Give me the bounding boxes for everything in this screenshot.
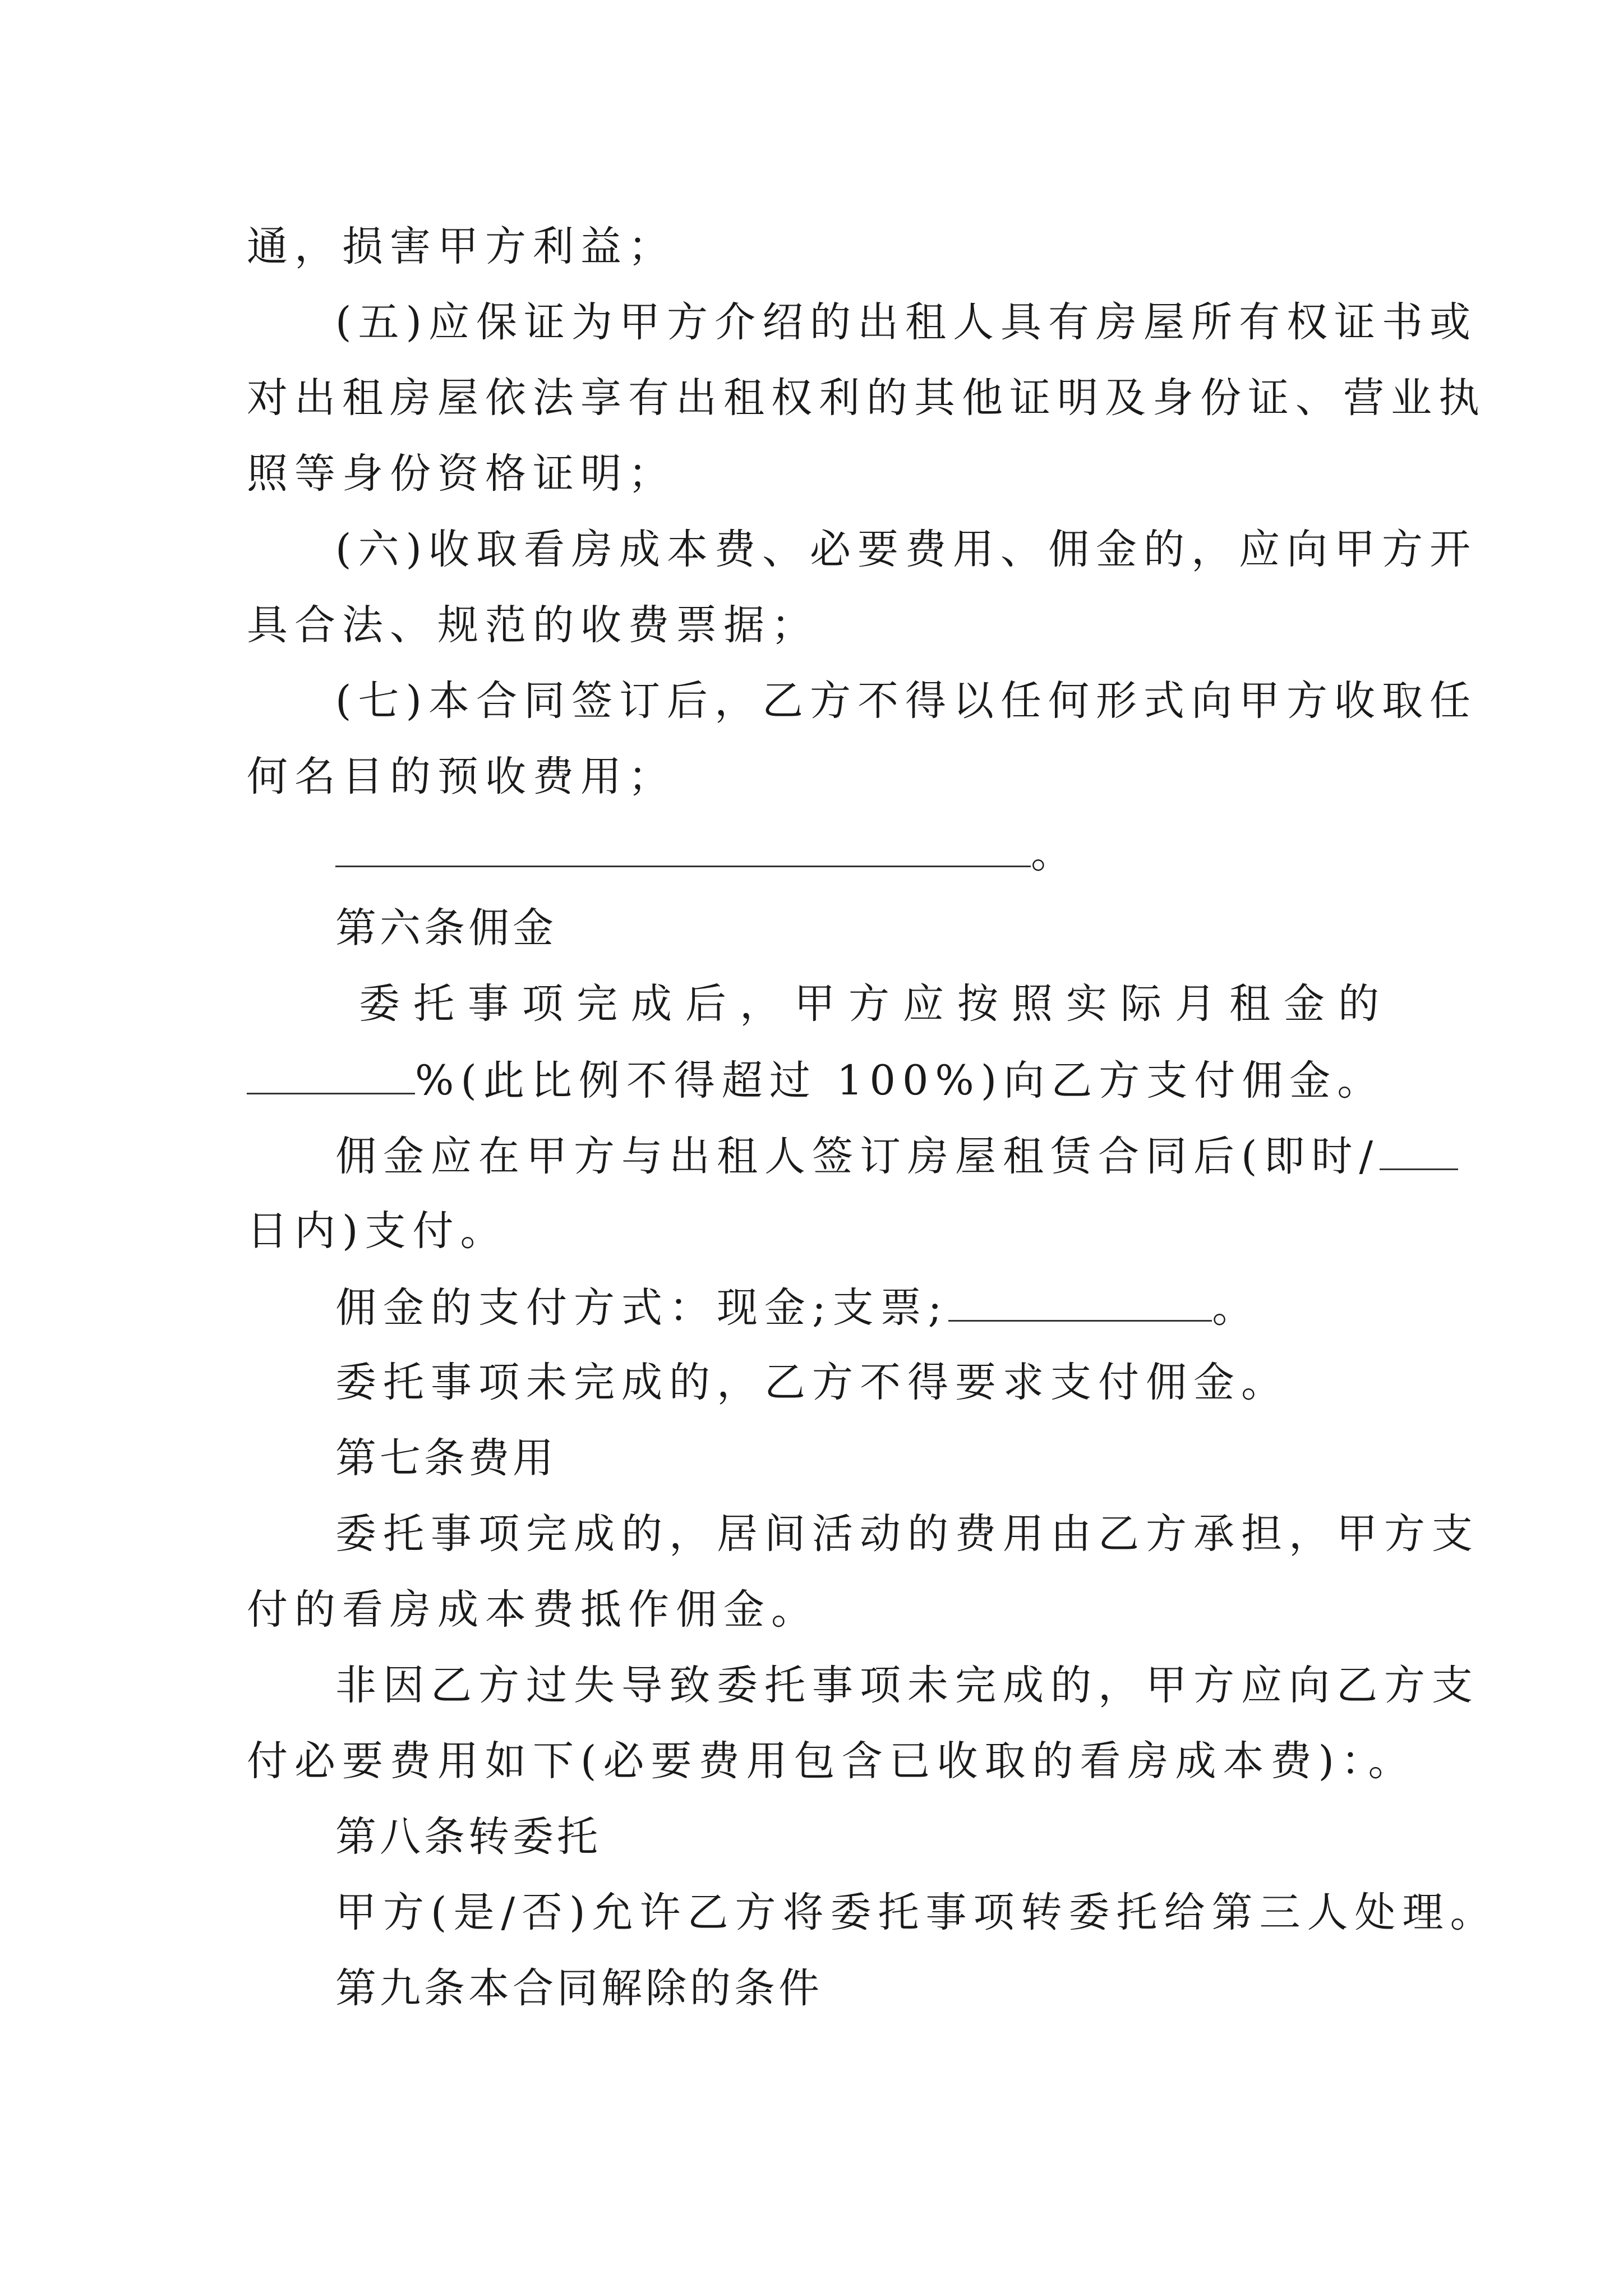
blank-underline[interactable] — [335, 832, 1031, 867]
clause-5-line-3: 照等身份资格证明； — [247, 450, 676, 498]
article-7-heading: 第七条费用 — [335, 1434, 557, 1482]
payment-timing-text: 佣金应在甲方与出租人签订房屋租赁合同后(即时/ — [335, 1133, 1380, 1180]
percent-blank[interactable] — [247, 1059, 415, 1094]
days-blank[interactable] — [1380, 1135, 1458, 1170]
article-7-para-2-line-2: 付必要费用如下(必要费用包含已收取的看房成本费)：。 — [247, 1737, 1416, 1785]
fill-in-line — [335, 830, 1078, 877]
payment-method-blank[interactable] — [948, 1286, 1212, 1322]
article-7-para-1-line-1: 委托事项完成的，居间活动的费用由乙方承担，甲方支 — [335, 1510, 1479, 1558]
period: 。 — [1212, 1284, 1260, 1332]
article-6-para-4: 委托事项未完成的，乙方不得要求支付佣金。 — [335, 1359, 1289, 1406]
text-line: 通，损害甲方利益； — [247, 223, 676, 270]
article-8-para-1: 甲方(是/否)允许乙方将委托事项转委托给第三人处理。 — [335, 1889, 1498, 1936]
clause-6-line-2: 具合法、规范的收费票据； — [247, 601, 819, 649]
payment-method-text: 佣金的支付方式：现金;支票; — [335, 1284, 949, 1332]
article-6-heading: 第六条佣金 — [335, 904, 557, 952]
article-7-para-1-line-2: 付的看房成本费抵作佣金。 — [247, 1586, 819, 1634]
article-6-para-2-line-1 — [335, 1133, 1458, 1180]
article-6-para-2-line-2: 日内)支付。 — [247, 1207, 508, 1255]
article-8-heading: 第八条转委托 — [335, 1813, 601, 1861]
article-6-para-1-line-1: 委托事项完成后，甲方应按照实际月租金的 — [359, 980, 1393, 1028]
clause-7-line-1: (七)本合同签订后，乙方不得以任何形式向甲方收取任 — [335, 677, 1477, 725]
period: 。 — [1031, 830, 1078, 877]
article-6-para-1-line-2 — [247, 1057, 1385, 1105]
article-6-para-3 — [335, 1284, 1260, 1332]
percent-text: %(此比例不得超过 100%)向乙方支付佣金。 — [415, 1057, 1385, 1105]
clause-5-line-2: 对出租房屋依法享有出租权利的其他证明及身份证、营业执 — [247, 374, 1486, 422]
article-9-heading: 第九条本合同解除的条件 — [335, 1964, 823, 2012]
clause-6-line-1: (六)收取看房成本费、必要费用、佣金的，应向甲方开 — [335, 526, 1477, 573]
clause-5-line-1: (五)应保证为甲方介绍的出租人具有房屋所有权证书或 — [335, 298, 1477, 346]
article-7-para-2-line-1: 非因乙方过失导致委托事项未完成的，甲方应向乙方支 — [335, 1662, 1479, 1709]
clause-7-line-2: 何名目的预收费用； — [247, 753, 676, 800]
